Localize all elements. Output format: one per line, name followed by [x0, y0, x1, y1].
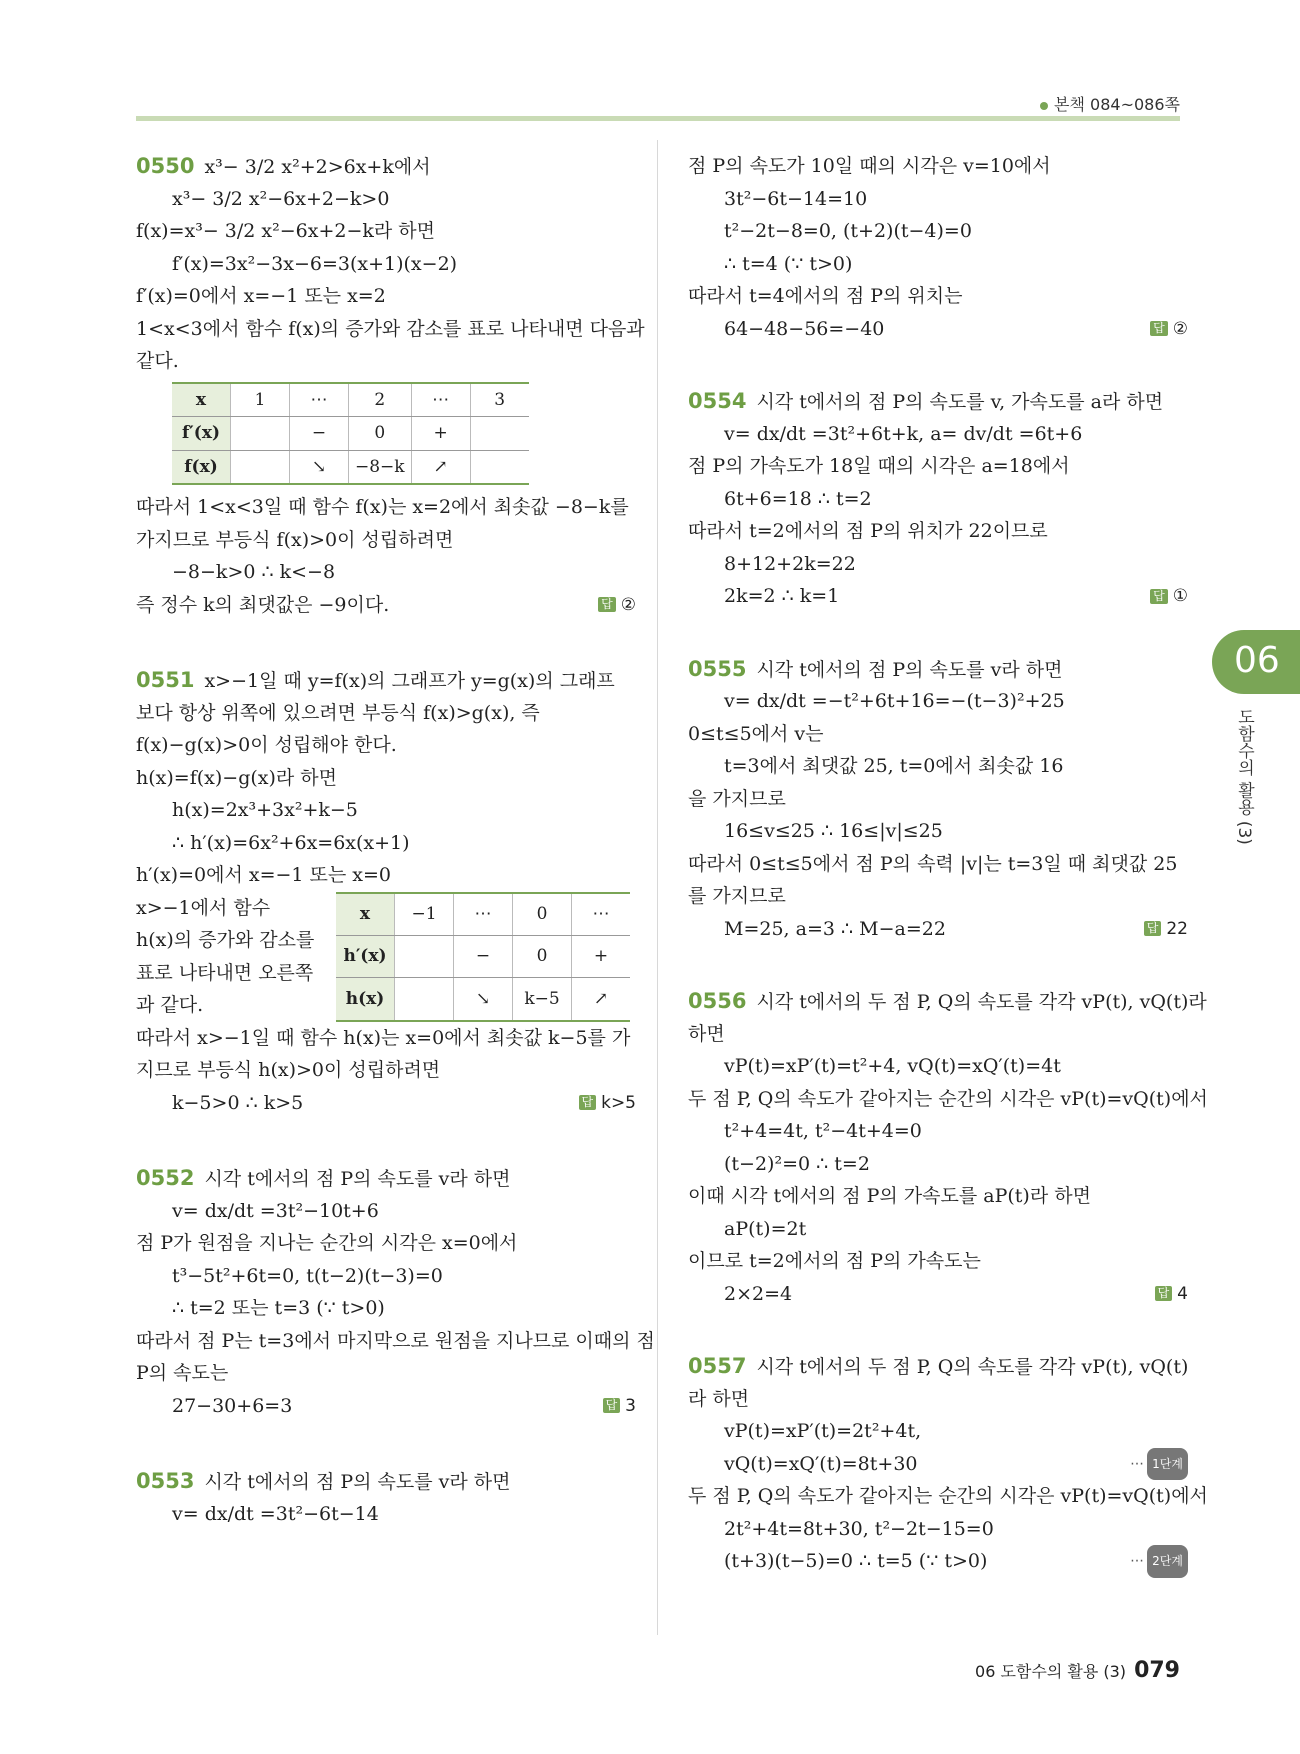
answer-value: 22 — [1166, 918, 1188, 939]
text-line — [136, 313, 645, 346]
text-line — [136, 1087, 636, 1120]
text-line — [688, 1180, 1188, 1213]
text-line — [688, 913, 1188, 946]
footer-section: 06 도함수의 활용 (3) — [975, 1662, 1127, 1681]
line-text: 시각 t에서의 두 점 P, Q의 속도를 각각 vP(t), vQ(t) — [756, 1356, 1189, 1378]
problem-heading — [136, 1162, 636, 1195]
table-cell: ↘ — [454, 978, 513, 1021]
text-line — [136, 729, 636, 762]
text-line — [688, 783, 1188, 816]
text-line — [688, 183, 1188, 216]
answer — [1150, 313, 1188, 346]
section-gap — [688, 945, 1188, 985]
table-cell: ↗ — [572, 978, 631, 1021]
text-line: 과 같다. — [136, 994, 204, 1016]
text-line — [688, 815, 1188, 848]
answer-tag-icon: 답 — [1144, 921, 1162, 936]
line-text: 6t+6=18 ∴ t=2 — [724, 487, 872, 510]
text-line — [688, 548, 1188, 581]
line-text: ∴ h′(x)=6x²+6x=6x(x+1) — [172, 831, 410, 854]
line-text: k−5>0 ∴ k>5 — [172, 1091, 304, 1114]
table-cell: 0 — [349, 417, 412, 451]
line-text: h(x)=f(x)−g(x)라 하면 — [136, 766, 337, 789]
table-cell: −8−k — [349, 450, 412, 484]
line-text: vP(t)=xP′(t)=2t²+4t, — [724, 1420, 922, 1442]
answer-tag-icon: 답 — [1150, 321, 1168, 336]
table-cell — [395, 935, 454, 977]
table-cell: 2 — [349, 383, 412, 417]
text-line — [136, 859, 636, 892]
line-text: 64−48−56=−40 — [724, 317, 885, 340]
answer-value: ② — [1172, 318, 1188, 339]
line-text: t=3에서 최댓값 25, t=0에서 최솟값 16 — [724, 755, 1064, 777]
text-line — [136, 697, 636, 730]
answer-tag-icon: 답 — [1155, 1286, 1173, 1301]
text-line — [688, 1278, 1188, 1311]
step-marker: ⋯ 1단계 — [1130, 1448, 1188, 1481]
text-line — [688, 215, 1188, 248]
text-line — [136, 1325, 655, 1358]
line-text: 따라서 1<x<3일 때 함수 f(x)는 x=2에서 최솟값 −8−k를 — [136, 496, 629, 518]
bullet-dot-icon — [1040, 102, 1048, 110]
answer-tag-icon: 답 — [579, 1095, 597, 1110]
text-line — [136, 248, 636, 281]
table-cell: + — [411, 417, 470, 451]
text-line — [688, 1448, 1188, 1481]
text-line — [688, 248, 1188, 281]
text-line — [136, 1357, 636, 1390]
line-text: 시각 t에서의 점 P의 속도를 v라 하면 — [204, 1168, 511, 1190]
line-text: aP(t)=2t — [724, 1217, 807, 1240]
table-cell: x — [336, 893, 395, 936]
table-cell: h′(x) — [336, 935, 395, 977]
problem-number: 0550 — [136, 154, 195, 178]
text-line — [136, 215, 636, 248]
table-cell: ⋯ — [572, 893, 631, 936]
line-text: h′(x)=0에서 x=−1 또는 x=0 — [136, 864, 392, 886]
table-cell: 0 — [513, 935, 572, 977]
table-row — [336, 978, 630, 1021]
line-text: 27−30+6=3 — [172, 1394, 293, 1417]
line-text: f′(x)=3x²−3x−6=3(x+1)(x−2) — [172, 252, 458, 275]
problem-number: 0555 — [688, 656, 747, 681]
text-line — [688, 1545, 1188, 1578]
line-text: v= dx/dt =−t²+6t+16=−(t−3)²+25 — [724, 690, 1065, 712]
text-line — [688, 1148, 1188, 1181]
answer-value: 4 — [1177, 1283, 1188, 1304]
text-line — [688, 1213, 1188, 1246]
answer — [1144, 913, 1188, 946]
line-text: 따라서 t=4에서의 점 P의 위치는 — [688, 285, 963, 307]
answer — [603, 1390, 636, 1423]
problem-number: 0551 — [136, 668, 195, 692]
line-text: vQ(t)=xQ′(t)=8t+30 — [724, 1452, 918, 1475]
answer-value: ① — [1172, 586, 1188, 606]
answer-tag-icon: 답 — [598, 597, 616, 612]
step-label: 2단계 — [1147, 1545, 1188, 1578]
line-text: 을 가지므로 — [688, 787, 786, 810]
page-footer — [975, 1658, 1180, 1683]
answer — [1155, 1278, 1188, 1311]
line-text: v= dx/dt =3t²−10t+6 — [172, 1199, 379, 1222]
table-row — [172, 383, 529, 417]
line-text: v= dx/dt =3t²+6t+k, a= dv/dt =6t+6 — [724, 422, 1083, 445]
line-text: 즉 정수 k의 최댓값은 −9이다. — [136, 593, 390, 616]
table-cell: − — [290, 417, 349, 451]
table-row — [172, 450, 529, 484]
text-line — [688, 483, 1188, 516]
text-line — [688, 880, 1188, 913]
table-cell: ↘ — [290, 450, 349, 484]
table-cell: 0 — [513, 893, 572, 936]
line-text: P의 속도는 — [136, 1362, 229, 1384]
line-text: 8+12+2k=22 — [724, 552, 856, 575]
line-text: f(x)=x³− 3/2 x²−6x+2−k라 하면 — [136, 220, 436, 242]
line-text: t²−2t−8=0, (t+2)(t−4)=0 — [724, 220, 972, 242]
line-text: 점 P의 가속도가 18일 때의 시각은 a=18에서 — [688, 455, 1070, 477]
left-column — [136, 150, 655, 1530]
text-line: h(x)의 증가와 감소를 — [136, 929, 315, 951]
table-cell: ↗ — [411, 450, 470, 484]
line-text: (t+3)(t−5)=0 ∴ t=5 (∵ t>0) — [724, 1550, 988, 1572]
line-text: 시각 t에서의 점 P의 속도를 v라 하면 — [756, 658, 1063, 681]
table-row — [172, 417, 529, 451]
text-line — [688, 1018, 1188, 1051]
text-line — [136, 183, 636, 216]
answer-value: 3 — [625, 1395, 636, 1416]
line-text: (t−2)²=0 ∴ t=2 — [724, 1152, 870, 1175]
table-cell: k−5 — [513, 978, 572, 1021]
answer — [598, 589, 636, 622]
line-text: 두 점 P, Q의 속도가 같아지는 순간의 시각은 vP(t)=vQ(t)에서 — [688, 1485, 1208, 1507]
text-line — [688, 313, 1188, 346]
line-text: 2×2=4 — [724, 1282, 793, 1305]
line-text: 따라서 0≤t≤5에서 점 P의 속력 |v|는 t=3일 때 최댓값 25 — [688, 852, 1178, 875]
text-line — [688, 1513, 1188, 1546]
table-cell — [395, 978, 454, 1021]
problem-number: 0554 — [688, 389, 747, 413]
text-line — [688, 280, 1188, 313]
line-text: 시각 t에서의 두 점 P, Q의 속도를 각각 vP(t), vQ(t)라 — [756, 991, 1207, 1013]
text-line — [688, 685, 1188, 718]
line-text: ∴ t=2 또는 t=3 (∵ t>0) — [172, 1297, 385, 1319]
text-line — [688, 848, 1188, 881]
problem-heading — [688, 985, 1207, 1018]
text-line — [136, 491, 636, 524]
line-text: 따라서 t=2에서의 점 P의 위치가 22이므로 — [688, 520, 1048, 542]
text-line — [688, 1245, 1188, 1278]
text-line — [136, 524, 636, 557]
table-cell: 1 — [231, 383, 290, 417]
line-text: 점 P의 속도가 10일 때의 시각은 v=10에서 — [688, 155, 1051, 177]
text-line — [688, 1050, 1188, 1083]
table-cell: ⋯ — [454, 893, 513, 936]
increase-decrease-table — [336, 892, 630, 1022]
answer-tag-icon: 답 — [1150, 589, 1168, 604]
answer-tag-icon: 답 — [603, 1398, 621, 1413]
text-line — [688, 515, 1188, 548]
line-text: −8−k>0 ∴ k<−8 — [172, 561, 336, 583]
problem-heading — [136, 150, 636, 183]
table-cell: f′(x) — [172, 417, 231, 451]
line-text: t³−5t²+6t=0, t(t−2)(t−3)=0 — [172, 1264, 443, 1287]
line-text: 1<x<3에서 함수 f(x)의 증가와 감소를 표로 나타내면 다음과 — [136, 317, 645, 340]
text-line — [136, 1498, 636, 1531]
line-text: 지므로 부등식 h(x)>0이 성립하려면 — [136, 1059, 441, 1081]
chapter-number: 06 — [1234, 640, 1280, 681]
text-line: x>−1에서 함수 — [136, 896, 271, 919]
text-line — [136, 762, 636, 795]
problem-number: 0553 — [136, 1469, 195, 1493]
text-line — [136, 1227, 636, 1260]
side-by-side-block — [136, 892, 636, 1022]
section-gap — [136, 1422, 636, 1465]
line-text: h(x)=2x³+3x²+k−5 — [172, 799, 358, 821]
problem-heading — [688, 653, 1188, 686]
text-line: 표로 나타내면 오른쪽 — [136, 961, 314, 984]
problem-heading — [688, 385, 1188, 418]
text-line — [688, 450, 1188, 483]
answer — [579, 1087, 637, 1120]
text-line — [136, 794, 636, 827]
text-line — [688, 718, 1188, 751]
step-label: 1단계 — [1147, 1448, 1188, 1481]
right-column — [688, 150, 1208, 1578]
text-line — [136, 1260, 636, 1293]
page-number: 079 — [1134, 1658, 1180, 1683]
line-text: 2t²+4t=8t+30, t²−2t−15=0 — [724, 1517, 994, 1540]
table-cell: f(x) — [172, 450, 231, 484]
line-text: f′(x)=0에서 x=−1 또는 x=2 — [136, 285, 386, 307]
section-gap — [136, 621, 636, 664]
line-text: x³− 3/2 x²+2>6x+k에서 — [204, 156, 431, 178]
text-line — [136, 345, 636, 378]
increase-decrease-table — [172, 382, 529, 486]
chapter-tab — [1212, 630, 1300, 694]
table-cell: h(x) — [336, 978, 395, 1021]
text-line — [688, 150, 1188, 183]
text-line — [136, 827, 636, 860]
table-cell — [231, 417, 290, 451]
line-text: 를 가지므로 — [688, 885, 786, 907]
page-reference: 본책 084~086쪽 — [1040, 92, 1180, 115]
text-line — [136, 1195, 636, 1228]
text-line — [688, 418, 1188, 451]
text-line — [688, 1480, 1208, 1513]
table-cell: ⋯ — [290, 383, 349, 417]
text-line — [136, 1390, 636, 1423]
line-text: x³− 3/2 x²−6x+2−k>0 — [172, 187, 390, 210]
answer — [1150, 580, 1188, 613]
line-text: f(x)−g(x)>0이 성립해야 한다. — [136, 734, 397, 756]
line-text: M=25, a=3 ∴ M−a=22 — [724, 917, 946, 940]
text-line — [136, 589, 636, 622]
line-text: 가지므로 부등식 f(x)>0이 성립하려면 — [136, 528, 454, 551]
table-cell: 3 — [470, 383, 529, 417]
section-gap — [688, 345, 1188, 385]
table-cell: x — [172, 383, 231, 417]
text-line — [136, 1022, 636, 1055]
line-text: ∴ t=4 (∵ t>0) — [724, 252, 853, 275]
line-text: vP(t)=xP′(t)=t²+4, vQ(t)=xQ′(t)=4t — [724, 1055, 1061, 1077]
problem-heading — [136, 1465, 636, 1498]
chapter-title: 도함수의 활용 (3) — [1234, 708, 1254, 845]
text-line — [136, 1054, 636, 1087]
text-line — [688, 1415, 1188, 1448]
text-line — [136, 1292, 636, 1325]
problem-heading — [688, 1350, 1188, 1383]
section-gap — [688, 613, 1188, 653]
text-line — [688, 580, 1188, 613]
table-cell: + — [572, 935, 631, 977]
line-text: 점 P가 원점을 지나는 순간의 시각은 x=0에서 — [136, 1232, 518, 1254]
table-cell: − — [454, 935, 513, 977]
problem-number: 0552 — [136, 1166, 195, 1190]
line-text: 시각 t에서의 점 P의 속도를 v, 가속도를 a라 하면 — [756, 391, 1164, 413]
line-text: 0≤t≤5에서 v는 — [688, 722, 824, 745]
section-gap — [688, 1310, 1188, 1350]
column-divider — [657, 140, 658, 1635]
table-cell — [470, 450, 529, 484]
table-cell — [470, 417, 529, 451]
table-cell — [231, 450, 290, 484]
line-text: 이때 시각 t에서의 점 P의 가속도를 aP(t)라 하면 — [688, 1185, 1091, 1207]
line-text: 라 하면 — [688, 1387, 750, 1410]
table-row — [336, 893, 630, 936]
line-text: 16≤v≤25 ∴ 16≤|v|≤25 — [724, 820, 943, 842]
answer-value: k>5 — [601, 1092, 636, 1113]
text-line — [688, 750, 1188, 783]
text-line — [136, 556, 636, 589]
problem-heading — [136, 664, 636, 697]
line-text: t²+4=4t, t²−4t+4=0 — [724, 1120, 922, 1142]
problem-number: 0557 — [688, 1354, 747, 1378]
line-text: 이므로 t=2에서의 점 P의 가속도는 — [688, 1250, 981, 1272]
line-text: 따라서 점 P는 t=3에서 마지막으로 원점을 지나므로 이때의 점 — [136, 1329, 655, 1352]
line-text: v= dx/dt =3t²−6t−14 — [172, 1502, 379, 1525]
text-line — [688, 1083, 1208, 1116]
table-cell: ⋯ — [411, 383, 470, 417]
problem-number: 0556 — [688, 989, 747, 1013]
side-text — [136, 892, 336, 1022]
line-text: x>−1일 때 y=f(x)의 그래프가 y=g(x)의 그래프 — [204, 670, 615, 692]
line-text: 3t²−6t−14=10 — [724, 187, 868, 210]
step-marker: ⋯ 2단계 — [1130, 1545, 1188, 1578]
text-line — [688, 1115, 1188, 1148]
line-text: 두 점 P, Q의 속도가 같아지는 순간의 시각은 vP(t)=vQ(t)에서 — [688, 1087, 1208, 1110]
table-row — [336, 935, 630, 977]
text-line — [688, 1383, 1188, 1416]
line-text: 시각 t에서의 점 P의 속도를 v라 하면 — [204, 1471, 511, 1493]
text-line — [136, 280, 636, 313]
header-rule — [136, 116, 1180, 121]
answer-value: ② — [620, 594, 636, 615]
line-text: 보다 항상 위쪽에 있으려면 부등식 f(x)>g(x), 즉 — [136, 701, 540, 724]
section-gap — [136, 1119, 636, 1162]
table-cell: −1 — [395, 893, 454, 936]
line-text: 하면 — [688, 1022, 725, 1045]
line-text: 같다. — [136, 350, 179, 372]
line-text: 2k=2 ∴ k=1 — [724, 585, 840, 607]
line-text: 따라서 x>−1일 때 함수 h(x)는 x=0에서 최솟값 k−5를 가 — [136, 1026, 631, 1049]
